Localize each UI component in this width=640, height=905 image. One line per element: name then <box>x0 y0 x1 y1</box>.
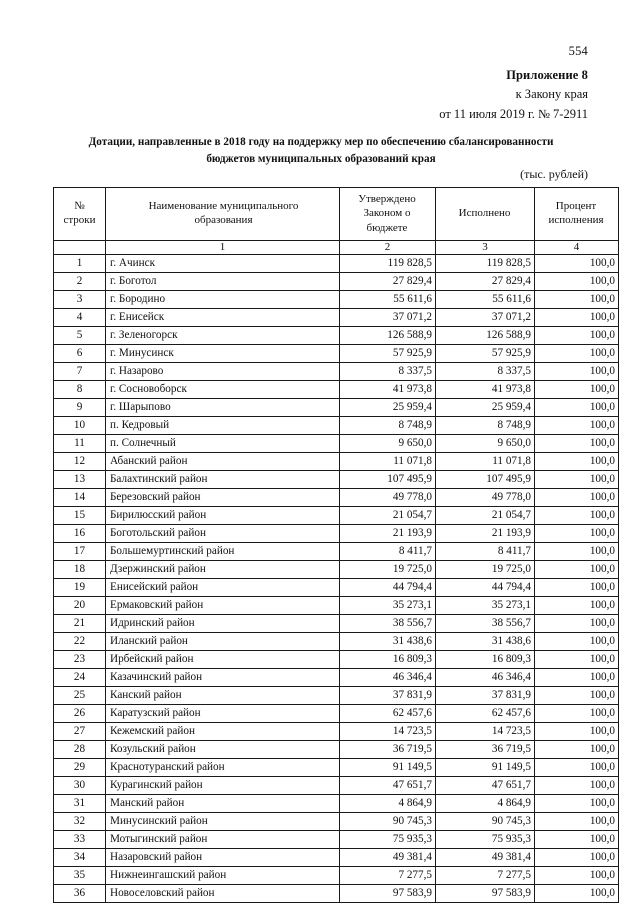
cell-approved-amount: 107 495,9 <box>340 470 436 488</box>
cell-execution-percent: 100,0 <box>535 362 619 380</box>
table-row <box>54 668 619 686</box>
cell-row-number: 32 <box>54 812 106 830</box>
cell-executed-amount: 35 273,1 <box>436 596 535 614</box>
table-row <box>54 308 619 326</box>
cell-executed-amount: 31 438,6 <box>436 632 535 650</box>
cell-row-number: 21 <box>54 614 106 632</box>
cell-approved-amount: 16 809,3 <box>340 650 436 668</box>
cell-approved-amount: 25 959,4 <box>340 398 436 416</box>
cell-execution-percent: 100,0 <box>535 704 619 722</box>
cell-row-number: 27 <box>54 722 106 740</box>
table-head <box>54 188 619 241</box>
cell-municipality-name: г. Боготол <box>106 272 340 290</box>
table-row <box>54 830 619 848</box>
cell-execution-percent: 100,0 <box>535 524 619 542</box>
cell-row-number: 9 <box>54 398 106 416</box>
table-header-row <box>54 188 619 241</box>
cell-approved-amount: 19 725,0 <box>340 560 436 578</box>
column-header-municipality <box>106 188 340 241</box>
cell-municipality-name: п. Солнечный <box>106 434 340 452</box>
cell-row-number: 25 <box>54 686 106 704</box>
cell-municipality-name: г. Бородино <box>106 290 340 308</box>
cell-approved-amount: 14 723,5 <box>340 722 436 740</box>
column-number-2: 2 <box>340 240 436 254</box>
cell-row-number: 33 <box>54 830 106 848</box>
page-number: 554 <box>568 44 588 58</box>
cell-municipality-name: Мотыгинский район <box>106 830 340 848</box>
cell-execution-percent: 100,0 <box>535 542 619 560</box>
cell-approved-amount: 9 650,0 <box>340 434 436 452</box>
table-row <box>54 542 619 560</box>
cell-executed-amount: 47 651,7 <box>436 776 535 794</box>
cell-row-number: 7 <box>54 362 106 380</box>
cell-executed-amount: 119 828,5 <box>436 254 535 272</box>
column-number-1: 1 <box>106 240 340 254</box>
cell-approved-amount: 8 748,9 <box>340 416 436 434</box>
column-number-4: 4 <box>535 240 619 254</box>
cell-row-number: 34 <box>54 848 106 866</box>
cell-municipality-name: Абанский район <box>106 452 340 470</box>
cell-municipality-name: Большемуртинский район <box>106 542 340 560</box>
cell-row-number: 26 <box>54 704 106 722</box>
cell-row-number: 18 <box>54 560 106 578</box>
cell-executed-amount: 14 723,5 <box>436 722 535 740</box>
table-row <box>54 398 619 416</box>
cell-execution-percent: 100,0 <box>535 326 619 344</box>
table-row <box>54 740 619 758</box>
table-row <box>54 326 619 344</box>
cell-approved-amount: 37 071,2 <box>340 308 436 326</box>
cell-approved-amount: 31 438,6 <box>340 632 436 650</box>
cell-approved-amount: 21 193,9 <box>340 524 436 542</box>
cell-execution-percent: 100,0 <box>535 452 619 470</box>
table-row <box>54 632 619 650</box>
cell-municipality-name: г. Ачинск <box>106 254 340 272</box>
cell-row-number: 17 <box>54 542 106 560</box>
cell-execution-percent: 100,0 <box>535 488 619 506</box>
cell-execution-percent: 100,0 <box>535 578 619 596</box>
cell-execution-percent: 100,0 <box>535 686 619 704</box>
cell-approved-amount: 27 829,4 <box>340 272 436 290</box>
cell-approved-amount: 46 346,4 <box>340 668 436 686</box>
cell-executed-amount: 25 959,4 <box>436 398 535 416</box>
table-row <box>54 722 619 740</box>
appendix-label: Приложение 8 <box>506 68 588 82</box>
table-row <box>54 380 619 398</box>
law-date: от 11 июля 2019 г. № 7-2911 <box>439 106 588 121</box>
cell-approved-amount: 47 651,7 <box>340 776 436 794</box>
cell-municipality-name: Назаровский район <box>106 848 340 866</box>
cell-executed-amount: 75 935,3 <box>436 830 535 848</box>
cell-execution-percent: 100,0 <box>535 794 619 812</box>
cell-approved-amount: 62 457,6 <box>340 704 436 722</box>
table-row <box>54 794 619 812</box>
cell-municipality-name: г. Минусинск <box>106 344 340 362</box>
cell-row-number: 13 <box>54 470 106 488</box>
cell-executed-amount: 37 071,2 <box>436 308 535 326</box>
cell-row-number: 10 <box>54 416 106 434</box>
cell-municipality-name: Бирилюсский район <box>106 506 340 524</box>
cell-row-number: 2 <box>54 272 106 290</box>
cell-execution-percent: 100,0 <box>535 272 619 290</box>
cell-municipality-name: Краснотуранский район <box>106 758 340 776</box>
cell-execution-percent: 100,0 <box>535 650 619 668</box>
law-reference: к Закону края <box>515 87 588 102</box>
cell-execution-percent: 100,0 <box>535 254 619 272</box>
column-header-executed <box>436 188 535 241</box>
page-title <box>56 134 586 168</box>
cell-execution-percent: 100,0 <box>535 668 619 686</box>
column-header-executed-line1: Исполнено <box>458 207 511 220</box>
budget-table-container <box>53 187 615 903</box>
cell-municipality-name: Ирбейский район <box>106 650 340 668</box>
table-row <box>54 614 619 632</box>
cell-approved-amount: 41 973,8 <box>340 380 436 398</box>
table-row <box>54 758 619 776</box>
column-number-row <box>54 240 619 254</box>
cell-row-number: 4 <box>54 308 106 326</box>
cell-executed-amount: 49 381,4 <box>436 848 535 866</box>
column-number-0 <box>54 240 106 254</box>
cell-executed-amount: 36 719,5 <box>436 740 535 758</box>
cell-municipality-name: Новоселовский район <box>106 884 340 902</box>
cell-row-number: 1 <box>54 254 106 272</box>
cell-execution-percent: 100,0 <box>535 398 619 416</box>
column-header-approved-line2: Законом о <box>363 207 411 220</box>
table-row <box>54 578 619 596</box>
cell-municipality-name: Иланский район <box>106 632 340 650</box>
cell-executed-amount: 7 277,5 <box>436 866 535 884</box>
column-header-approved <box>340 188 436 241</box>
cell-municipality-name: г. Зеленогорск <box>106 326 340 344</box>
cell-executed-amount: 8 748,9 <box>436 416 535 434</box>
cell-row-number: 3 <box>54 290 106 308</box>
cell-executed-amount: 57 925,9 <box>436 344 535 362</box>
cell-approved-amount: 55 611,6 <box>340 290 436 308</box>
column-header-municipality-line1: Наименование муниципального <box>148 200 299 213</box>
cell-row-number: 30 <box>54 776 106 794</box>
cell-executed-amount: 41 973,8 <box>436 380 535 398</box>
cell-municipality-name: Енисейский район <box>106 578 340 596</box>
table-row <box>54 272 619 290</box>
cell-row-number: 16 <box>54 524 106 542</box>
cell-execution-percent: 100,0 <box>535 740 619 758</box>
cell-executed-amount: 21 054,7 <box>436 506 535 524</box>
cell-executed-amount: 62 457,6 <box>436 704 535 722</box>
column-header-percent-line1: Процент <box>555 200 597 213</box>
cell-municipality-name: Березовский район <box>106 488 340 506</box>
cell-executed-amount: 91 149,5 <box>436 758 535 776</box>
table-row <box>54 704 619 722</box>
cell-executed-amount: 19 725,0 <box>436 560 535 578</box>
cell-executed-amount: 44 794,4 <box>436 578 535 596</box>
cell-municipality-name: п. Кедровый <box>106 416 340 434</box>
cell-municipality-name: Дзержинский район <box>106 560 340 578</box>
cell-approved-amount: 91 149,5 <box>340 758 436 776</box>
table-row <box>54 524 619 542</box>
cell-executed-amount: 4 864,9 <box>436 794 535 812</box>
cell-execution-percent: 100,0 <box>535 344 619 362</box>
cell-execution-percent: 100,0 <box>535 560 619 578</box>
cell-execution-percent: 100,0 <box>535 470 619 488</box>
table-row <box>54 650 619 668</box>
cell-approved-amount: 49 778,0 <box>340 488 436 506</box>
cell-row-number: 23 <box>54 650 106 668</box>
column-header-row-number-line1: № <box>74 200 85 213</box>
cell-municipality-name: Ермаковский район <box>106 596 340 614</box>
cell-executed-amount: 37 831,9 <box>436 686 535 704</box>
cell-approved-amount: 37 831,9 <box>340 686 436 704</box>
column-header-row-number-line2: строки <box>63 214 96 227</box>
cell-municipality-name: Идринский район <box>106 614 340 632</box>
table-row <box>54 776 619 794</box>
table-row <box>54 470 619 488</box>
cell-municipality-name: г. Шарыпово <box>106 398 340 416</box>
cell-row-number: 29 <box>54 758 106 776</box>
cell-municipality-name: Каратузский район <box>106 704 340 722</box>
cell-executed-amount: 9 650,0 <box>436 434 535 452</box>
cell-execution-percent: 100,0 <box>535 866 619 884</box>
cell-municipality-name: Минусинский район <box>106 812 340 830</box>
cell-municipality-name: г. Сосновоборск <box>106 380 340 398</box>
table-row <box>54 452 619 470</box>
cell-execution-percent: 100,0 <box>535 614 619 632</box>
cell-row-number: 28 <box>54 740 106 758</box>
cell-municipality-name: Манский район <box>106 794 340 812</box>
cell-approved-amount: 44 794,4 <box>340 578 436 596</box>
cell-approved-amount: 75 935,3 <box>340 830 436 848</box>
cell-execution-percent: 100,0 <box>535 308 619 326</box>
cell-row-number: 31 <box>54 794 106 812</box>
cell-municipality-name: г. Енисейск <box>106 308 340 326</box>
cell-execution-percent: 100,0 <box>535 632 619 650</box>
column-header-percent-line2: исполнения <box>548 214 604 227</box>
table-row <box>54 362 619 380</box>
cell-municipality-name: Боготольский район <box>106 524 340 542</box>
cell-municipality-name: г. Назарово <box>106 362 340 380</box>
cell-row-number: 15 <box>54 506 106 524</box>
cell-execution-percent: 100,0 <box>535 416 619 434</box>
cell-execution-percent: 100,0 <box>535 596 619 614</box>
cell-execution-percent: 100,0 <box>535 884 619 902</box>
table-row <box>54 488 619 506</box>
cell-executed-amount: 46 346,4 <box>436 668 535 686</box>
table-row <box>54 884 619 902</box>
cell-execution-percent: 100,0 <box>535 722 619 740</box>
cell-row-number: 24 <box>54 668 106 686</box>
cell-execution-percent: 100,0 <box>535 290 619 308</box>
cell-execution-percent: 100,0 <box>535 776 619 794</box>
cell-approved-amount: 119 828,5 <box>340 254 436 272</box>
cell-row-number: 12 <box>54 452 106 470</box>
cell-approved-amount: 11 071,8 <box>340 452 436 470</box>
table-row <box>54 290 619 308</box>
cell-row-number: 11 <box>54 434 106 452</box>
cell-municipality-name: Канский район <box>106 686 340 704</box>
cell-municipality-name: Казачинский район <box>106 668 340 686</box>
cell-execution-percent: 100,0 <box>535 434 619 452</box>
column-header-approved-line3: бюджете <box>366 221 408 234</box>
cell-executed-amount: 16 809,3 <box>436 650 535 668</box>
cell-row-number: 14 <box>54 488 106 506</box>
cell-row-number: 19 <box>54 578 106 596</box>
column-header-municipality-line2: образования <box>194 214 253 227</box>
cell-municipality-name: Нижнеингашский район <box>106 866 340 884</box>
table-row <box>54 560 619 578</box>
cell-executed-amount: 107 495,9 <box>436 470 535 488</box>
cell-approved-amount: 126 588,9 <box>340 326 436 344</box>
cell-execution-percent: 100,0 <box>535 812 619 830</box>
cell-approved-amount: 8 337,5 <box>340 362 436 380</box>
table-row <box>54 416 619 434</box>
cell-approved-amount: 97 583,9 <box>340 884 436 902</box>
cell-executed-amount: 97 583,9 <box>436 884 535 902</box>
cell-approved-amount: 8 411,7 <box>340 542 436 560</box>
column-header-row-number <box>54 188 106 241</box>
cell-municipality-name: Кежемский район <box>106 722 340 740</box>
cell-approved-amount: 4 864,9 <box>340 794 436 812</box>
cell-municipality-name: Козульский район <box>106 740 340 758</box>
cell-row-number: 5 <box>54 326 106 344</box>
table-row <box>54 506 619 524</box>
cell-executed-amount: 126 588,9 <box>436 326 535 344</box>
table-row <box>54 866 619 884</box>
cell-row-number: 8 <box>54 380 106 398</box>
units-note: (тыс. рублей) <box>520 167 588 181</box>
budget-table <box>53 187 619 903</box>
cell-approved-amount: 21 054,7 <box>340 506 436 524</box>
page-title-line-1: Дотации, направленные в 2018 году на поддержку мер по обеспечению сбалансированности <box>88 136 554 148</box>
cell-row-number: 6 <box>54 344 106 362</box>
column-header-approved-line1: Утверждено <box>358 193 416 205</box>
table-column-numbers <box>54 240 619 254</box>
column-header-percent <box>535 188 619 241</box>
cell-approved-amount: 49 381,4 <box>340 848 436 866</box>
cell-approved-amount: 57 925,9 <box>340 344 436 362</box>
cell-execution-percent: 100,0 <box>535 830 619 848</box>
column-number-3: 3 <box>436 240 535 254</box>
cell-executed-amount: 11 071,8 <box>436 452 535 470</box>
cell-row-number: 20 <box>54 596 106 614</box>
table-row <box>54 344 619 362</box>
table-row <box>54 434 619 452</box>
cell-executed-amount: 38 556,7 <box>436 614 535 632</box>
table-row <box>54 848 619 866</box>
cell-municipality-name: Курагинский район <box>106 776 340 794</box>
cell-execution-percent: 100,0 <box>535 506 619 524</box>
cell-executed-amount: 90 745,3 <box>436 812 535 830</box>
table-row <box>54 686 619 704</box>
cell-approved-amount: 7 277,5 <box>340 866 436 884</box>
table-row <box>54 596 619 614</box>
cell-execution-percent: 100,0 <box>535 380 619 398</box>
cell-executed-amount: 21 193,9 <box>436 524 535 542</box>
page-title-line-2: бюджетов муниципальных образований края <box>206 152 436 165</box>
cell-row-number: 35 <box>54 866 106 884</box>
cell-approved-amount: 36 719,5 <box>340 740 436 758</box>
cell-row-number: 36 <box>54 884 106 902</box>
cell-row-number: 22 <box>54 632 106 650</box>
cell-executed-amount: 49 778,0 <box>436 488 535 506</box>
cell-approved-amount: 90 745,3 <box>340 812 436 830</box>
cell-execution-percent: 100,0 <box>535 848 619 866</box>
table-body <box>54 254 619 902</box>
table-row <box>54 254 619 272</box>
table-row <box>54 812 619 830</box>
cell-executed-amount: 8 411,7 <box>436 542 535 560</box>
cell-executed-amount: 27 829,4 <box>436 272 535 290</box>
cell-municipality-name: Балахтинский район <box>106 470 340 488</box>
cell-executed-amount: 55 611,6 <box>436 290 535 308</box>
cell-approved-amount: 38 556,7 <box>340 614 436 632</box>
cell-approved-amount: 35 273,1 <box>340 596 436 614</box>
document-reference-block <box>439 66 588 124</box>
cell-executed-amount: 8 337,5 <box>436 362 535 380</box>
cell-execution-percent: 100,0 <box>535 758 619 776</box>
